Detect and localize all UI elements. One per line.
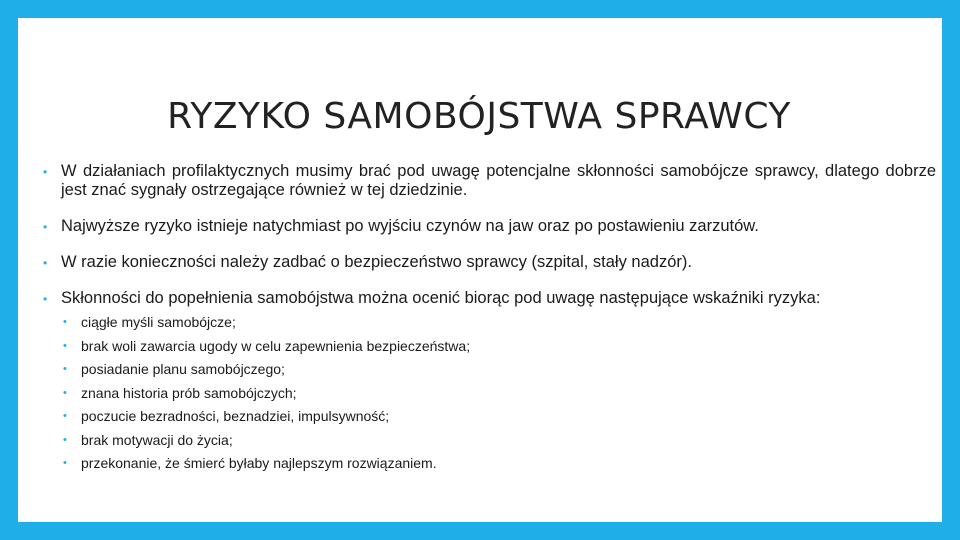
sub-bullet-text: ciągłe myśli samobójcze;	[81, 314, 236, 330]
sub-bullet-icon: •	[63, 363, 67, 375]
bullet-item	[43, 253, 936, 272]
sub-bullet-text: przekonanie, że śmierć byłaby najlepszym rozwiązaniem.	[81, 455, 437, 471]
sub-bullet-item	[61, 405, 936, 429]
sub-bullet-text: znana historia prób samobójczych;	[81, 384, 297, 401]
sub-bullet-list	[61, 311, 936, 476]
sub-bullet-text: poczucie bezradności, beznadziei, impulsywność;	[81, 408, 390, 424]
sub-bullet-icon: •	[63, 339, 67, 352]
sub-bullet-text: brak woli zawarcia ugody w celu zapewnienia bezpieczeństwa;	[81, 337, 471, 354]
bullet-icon: •	[43, 256, 48, 270]
sub-bullet-icon: •	[63, 316, 67, 328]
sub-bullet-item	[61, 429, 936, 453]
sub-bullet-icon: •	[63, 386, 67, 399]
sub-bullet-item	[61, 452, 936, 476]
slide-title: RYZYKO SAMOBÓJSTWA SPRAWCY	[167, 96, 791, 137]
bullet-item	[43, 217, 936, 236]
bullet-item	[43, 289, 936, 476]
bullet-icon: •	[43, 292, 48, 306]
bullet-item	[43, 162, 936, 200]
sub-bullet-text: brak motywacji do życia;	[81, 431, 233, 448]
sub-bullet-item	[61, 311, 936, 335]
sub-bullet-icon: •	[63, 410, 67, 422]
slide-content	[43, 162, 936, 476]
sub-bullet-text: posiadanie planu samobójczego;	[81, 361, 285, 377]
slide	[18, 18, 942, 522]
sub-bullet-item	[61, 335, 936, 359]
sub-bullet-icon: •	[63, 433, 67, 446]
bullet-text: Najwyższe ryzyko istnieje natychmiast po wyjściu czynów na jaw oraz po postawieniu zarzutów.	[61, 217, 759, 235]
sub-bullet-item	[61, 382, 936, 406]
bullet-icon: •	[43, 165, 48, 179]
sub-bullet-item	[61, 358, 936, 382]
bullet-text: W działaniach profilaktycznych musimy brać pod uwagę potencjalne skłonności samobójcze sprawcy, dlatego dobrze jest znać sygnały ostrzegające również w tej dziedzinie.	[61, 162, 936, 199]
sub-bullet-icon: •	[63, 457, 67, 469]
bullet-icon: •	[43, 220, 48, 234]
bullet-text: W razie konieczności należy zadbać o bezpieczeństwo sprawcy (szpital, stały nadzór).	[61, 253, 692, 271]
bullet-text: Skłonności do popełnienia samobójstwa można ocenić biorąc pod uwagę następujące wskaźniki ryzyka:	[61, 289, 821, 307]
